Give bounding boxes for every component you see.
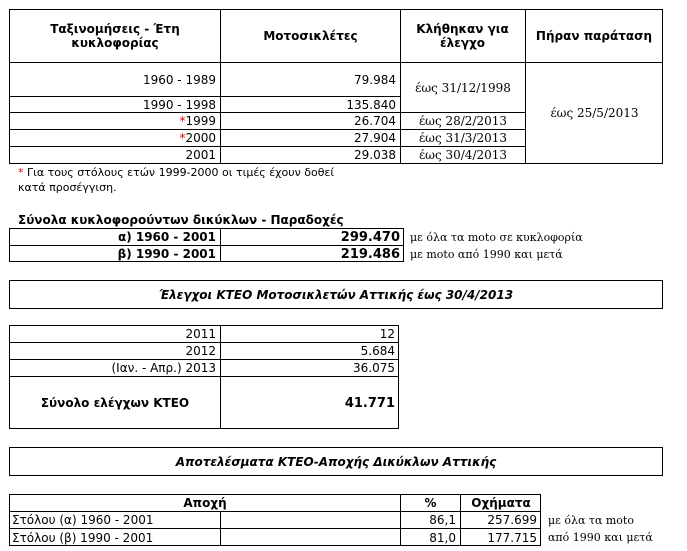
results-a-label: Στόλου (α) 1960 - 2001 — [12, 513, 154, 527]
row-2001-called: έως 30/4/2013 — [418, 148, 508, 162]
results-a-note: με όλα τα moto — [548, 513, 634, 527]
kteo-total-value: 41.771 — [344, 395, 395, 411]
row-2000-moto: 27.904 — [354, 131, 396, 145]
header-motorcycles: Μοτοσικλέτες — [263, 29, 358, 43]
kteo-2012-value: 5.684 — [360, 344, 395, 358]
kteo-2012-period: 2012 — [185, 344, 216, 358]
row-1990-1998-moto: 135.840 — [346, 97, 396, 112]
row-2000-year: * 2000 — [179, 131, 216, 145]
estimate-mark: * — [179, 114, 186, 128]
footnote: * Για τους στόλους ετών 1999-2000 οι τιμές έχουν δοθεί κατά προσέγγιση. — [18, 166, 335, 194]
totals-b-value: 219.486 — [340, 246, 400, 262]
kteo-2013-value: 36.075 — [353, 361, 395, 375]
results-b-percent: 81,0 — [429, 530, 456, 545]
results-header-vehicles: Οχήματα — [471, 496, 531, 510]
header-got-extension: Πήραν παράταση — [535, 29, 653, 43]
results-header-percent: % — [424, 496, 437, 510]
kteo-checks-title: Έλεγχοι ΚΤΕΟ Μοτοσικλετών Αττικής έως 30/4/2013 — [9, 280, 663, 309]
totals-title: Σύνολα κυκλοφορούντων δικύκλων - Παραδοχές — [18, 213, 344, 227]
row-1999-moto: 26.704 — [354, 114, 396, 128]
results-a-percent: 86,1 — [429, 513, 456, 527]
called-until-31-12-1998: έως 31/12/1998 — [415, 80, 511, 95]
row-1960-1989-year: 1960 - 1989 — [142, 72, 216, 87]
kteo-2011-period: 2011 — [185, 327, 216, 341]
results-b-note: από 1990 και μετά — [548, 531, 653, 544]
extension-until-25-5-2013: έως 25/5/2013 — [550, 106, 639, 120]
kteo-2011-value: 12 — [379, 327, 395, 341]
results-b-vehicles: 177.715 — [487, 530, 537, 545]
row-1960-1989-moto: 79.984 — [354, 72, 396, 87]
totals-a-label: α) 1960 - 2001 — [117, 230, 216, 244]
row-2001-year: 2001 — [185, 148, 216, 162]
header-fleet-years: Ταξινομήσεις - Έτη κυκλοφορίας — [50, 22, 180, 50]
row-2000-called: έως 31/3/2013 — [418, 131, 508, 145]
header-called-for-check: Κλήθηκαν για έλεγχο — [416, 22, 509, 50]
totals-b-note: με moto από 1990 και μετά — [410, 247, 563, 261]
row-2001-moto: 29.038 — [354, 148, 396, 162]
row-1999-called: έως 28/2/2013 — [418, 114, 508, 128]
results-a-vehicles: 257.699 — [487, 513, 537, 527]
totals-a-value: 299.470 — [340, 229, 400, 245]
results-b-label: Στόλου (β) 1990 - 2001 — [12, 530, 154, 545]
row-1990-1998-year: 1990 - 1998 — [142, 97, 216, 112]
results-title: Αποτελέσματα ΚΤΕΟ-Αποχής Δικύκλων Αττικής — [9, 447, 663, 476]
estimate-mark: * — [179, 131, 186, 145]
row-1999-year: * 1999 — [179, 114, 216, 128]
kteo-2013-period: (Ιαν. - Απρ.) 2013 — [111, 361, 216, 375]
totals-b-label: β) 1990 - 2001 — [117, 247, 216, 261]
results-header-abstention: Αποχή — [183, 496, 227, 510]
kteo-total-label: Σύνολο ελέγχων ΚΤΕΟ — [40, 396, 190, 410]
totals-a-note: με όλα τα moto σε κυκλοφορία — [410, 230, 583, 244]
